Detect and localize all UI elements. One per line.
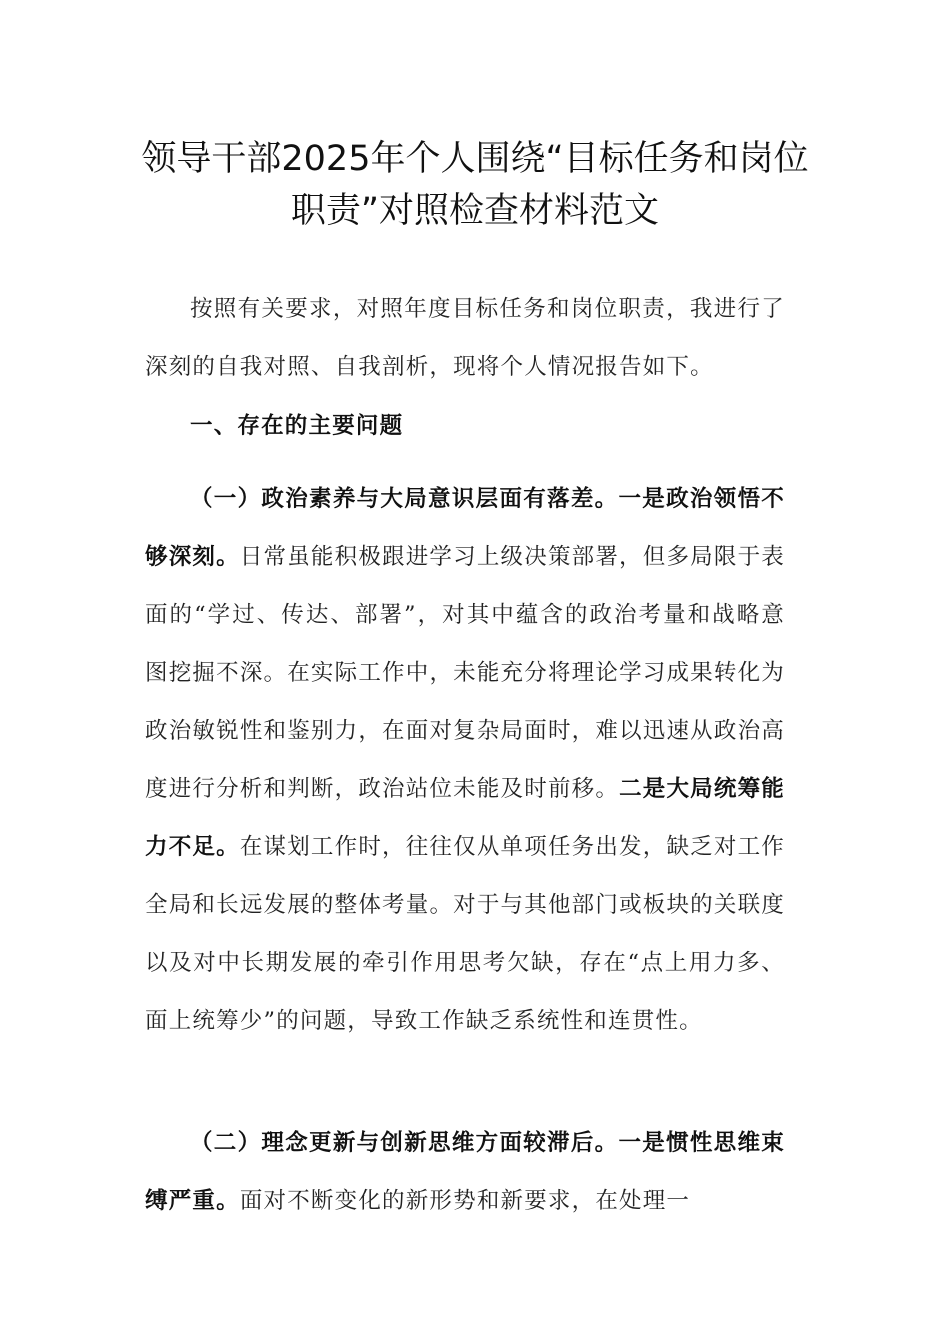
section-heading: 一、存在的主要问题 <box>190 413 404 439</box>
item2-point1-title: 一是惯性思维束缚严重。 <box>145 1130 785 1214</box>
intro-paragraph: 按照有关要求，对照年度目标任务和岗位职责，我进行了深刻的自我对照、自我剖析，现将个人情况报告如下。 <box>145 296 785 380</box>
item1-point2-text: 在谋划工作时，往往仅从单项任务出发，缺乏对工作全局和长远发展的整体考量。对于与其他部门或板块的关联度以及对中长期发展的牵引作用思考欠缺，存在“点上用力多、面上统筹少”的问题，导致工作缺乏系统性和连贯性。 <box>145 834 785 1034</box>
item2-point1-text: 面对不断变化的新形势和新要求，在处理一 <box>239 1188 691 1214</box>
item2-paragraph <box>145 1114 785 1230</box>
document-title-line2: 职责”对照检查材料范文 <box>290 191 660 231</box>
item1-point1-text: 日常虽能积极跟进学习上级决策部署，但多局限于表面的“学过、传达、部署”，对其中蕴含的政治考量和战略意图挖掘不深。在实际工作中，未能充分将理论学习成果转化为政治敏锐性和鉴别力，在面对复杂局面时，难以迅速从政治高度进行分析和判断，政治站位未能及时前移。 <box>145 544 785 802</box>
item1-heading: （一）政治素养与大局意识层面有落差。 <box>190 486 619 512</box>
item1-paragraph <box>145 470 785 1050</box>
document-title-line1: 领导干部2025年个人围绕“目标任务和岗位 <box>141 139 809 179</box>
item1-point2-title: 二是大局统筹能力不足。 <box>145 776 785 860</box>
item2-heading: （二）理念更新与创新思维方面较滞后。 <box>190 1130 619 1156</box>
item1-point1-title: 一是政治领悟不够深刻。 <box>145 486 785 570</box>
